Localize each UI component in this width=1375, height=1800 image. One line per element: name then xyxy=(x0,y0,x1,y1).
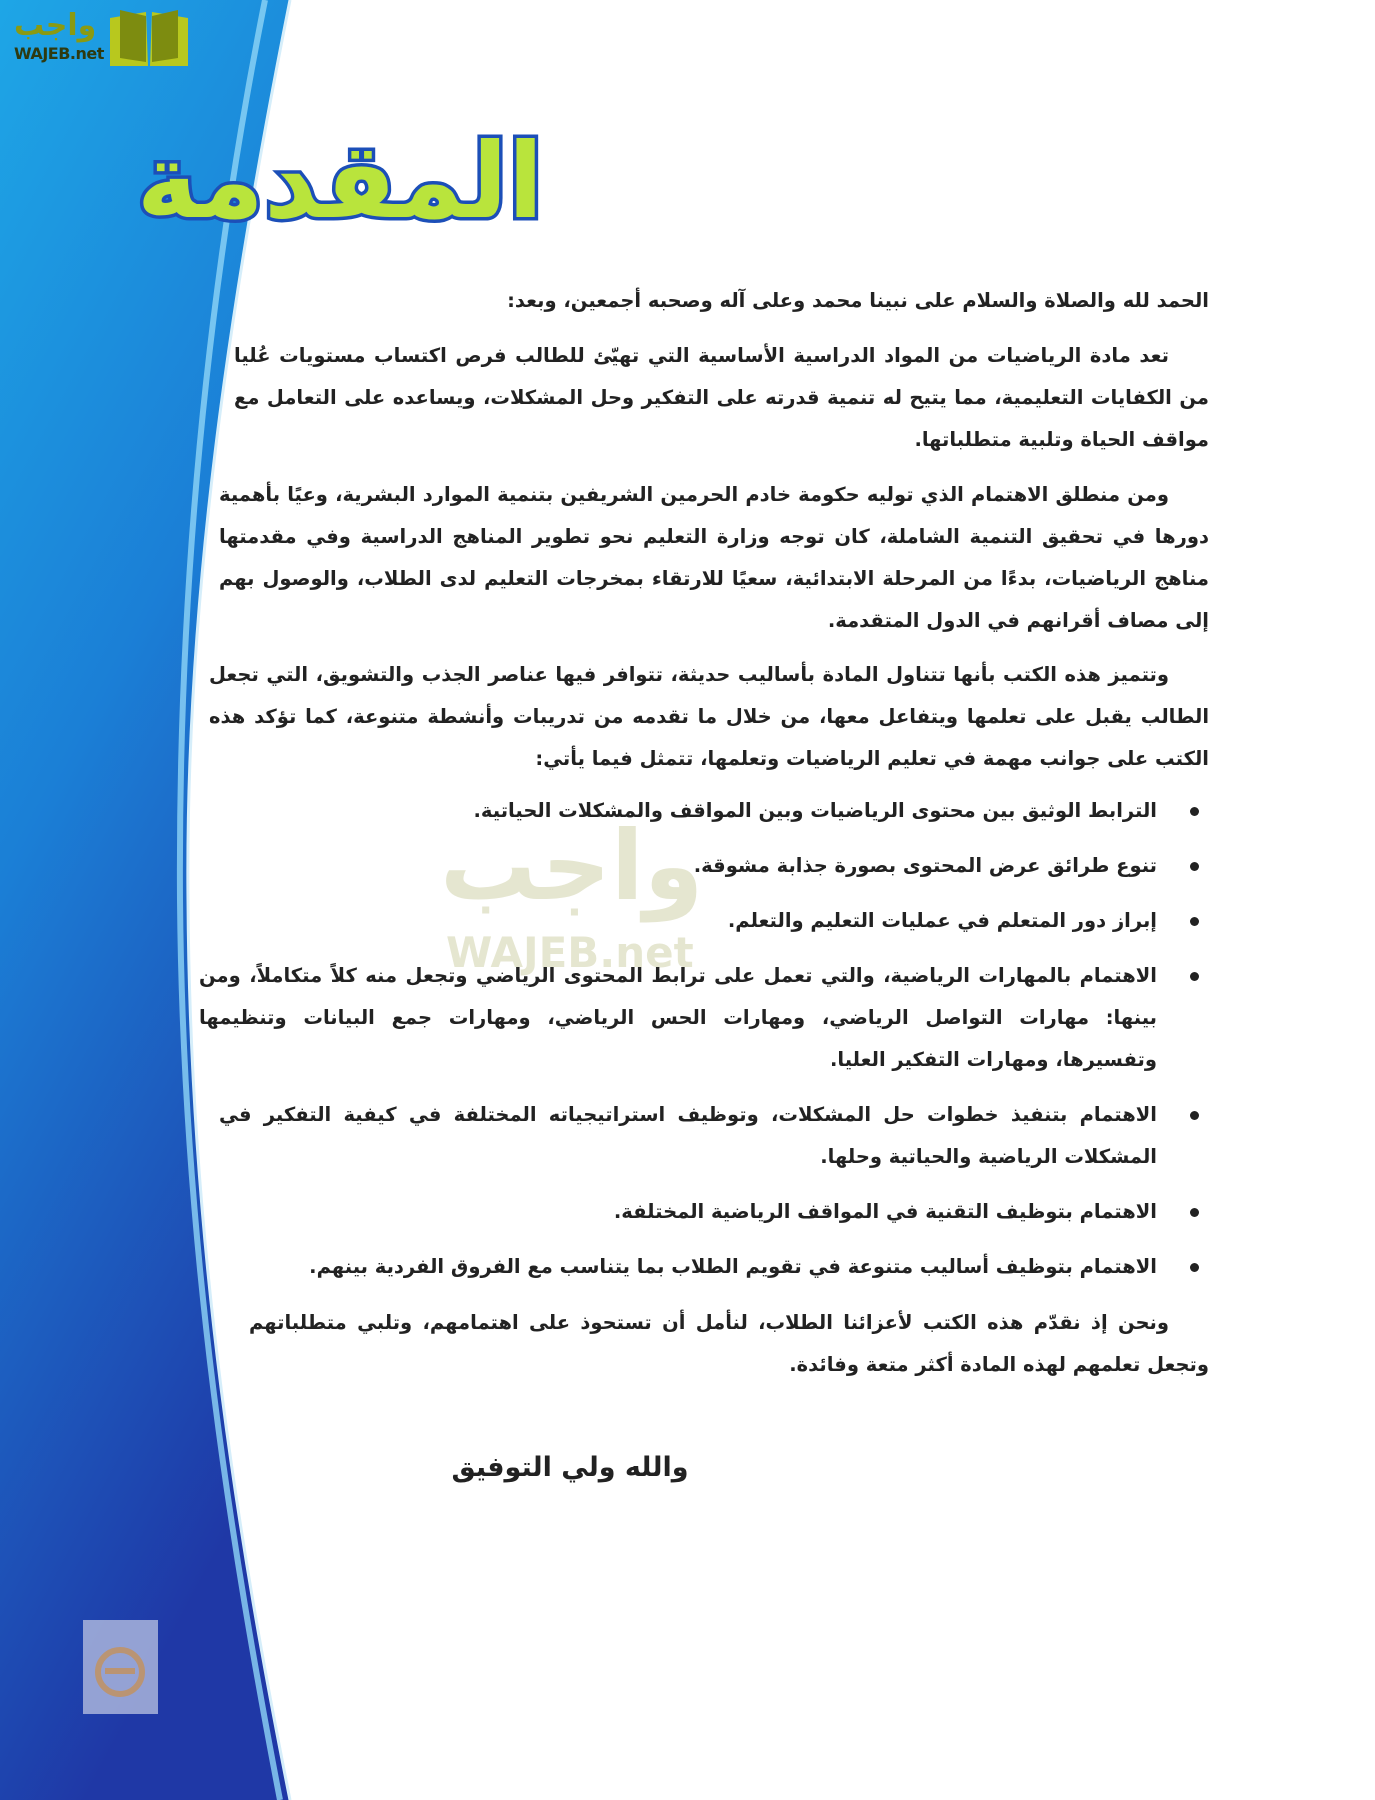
list-item: تنوع طرائق عرض المحتوى بصورة جذابة مشوقة. xyxy=(219,845,1209,887)
publisher-emblem-icon xyxy=(83,1620,158,1714)
list-item: الترابط الوثيق بين محتوى الرياضيات وبين المواقف والمشكلات الحياتية. xyxy=(219,790,1209,832)
book-icon xyxy=(108,8,190,66)
signature: والله ولي التوفيق xyxy=(451,1452,689,1483)
publisher-logo xyxy=(83,1620,158,1714)
closing-paragraph: ونحن إذ نقدّم هذه الكتب لأعزائنا الطلاب، لنأمل أن تستحوذ على اهتمامهم، وتلبي متطلباتهم وتجعل تعلمهم لهذه المادة أكثر متعة وفائدة. xyxy=(249,1311,1209,1376)
paragraph-3: وتتميز هذه الكتب بأنها تتناول المادة بأساليب حديثة، تتوافر فيها عناصر الجذب والتشويق، التي تجعل الطالب يقبل على تعلمها ويتفاعل معها، من خلال ما تقدمه من تدريبات وأنشطة متنوعة، كما تؤكد هذه الكتب على جوانب مهمة في تعليم الرياضيات وتعلمها، تتمثل فيما يأتي: xyxy=(209,663,1209,770)
list-item: الاهتمام بتوظيف التقنية في المواقف الرياضية المختلفة. xyxy=(219,1191,1209,1233)
wajeb-logo[interactable] xyxy=(8,6,193,68)
feature-list xyxy=(199,790,1209,1301)
paragraph-2: ومن منطلق الاهتمام الذي توليه حكومة خادم الحرمين الشريفين بتنمية الموارد البشرية، وعيًا بأهمية دورها في تحقيق التنمية الشاملة، كان توجه وزارة التعليم نحو تطوير المناهج الدراسية وفي مقدمتها مناهج الرياضيات، بدءًا من المرحلة الابتدائية، سعيًا للارتقاء بمخرجات التعليم لدى الطلاب، والوصول بهم إلى مصاف أقرانهم في الدول المتقدمة. xyxy=(219,483,1209,632)
svg-text:المقدمة: المقدمة xyxy=(136,125,544,242)
watermark-english: WAJEB.net xyxy=(446,928,694,977)
logo-arabic: واجب xyxy=(14,8,97,43)
list-item: الاهتمام بالمهارات الرياضية، والتي تعمل على ترابط المحتوى الرياضي وتجعل منه كلاً متكاملاً، ومن بينها: مهارات التواصل الرياضي، ومهارات الحس الرياضي، ومهارات جمع البيانات وتنظيمها وتفسيرها، ومهارات التفكير العليا. xyxy=(199,955,1209,1081)
list-item: إبراز دور المتعلم في عمليات التعليم والتعلم. xyxy=(219,900,1209,942)
watermark-arabic: واجب xyxy=(440,810,704,922)
list-item: الاهتمام بتوظيف أساليب متنوعة في تقويم الطلاب بما يتناسب مع الفروق الفردية بينهم. xyxy=(219,1246,1209,1288)
list-item: الاهتمام بتنفيذ خطوات حل المشكلات، وتوظيف استراتيجياته المختلفة في كيفية التفكير في المشكلات الرياضية والحياتية وحلها. xyxy=(219,1094,1209,1178)
paragraph-1: تعد مادة الرياضيات من المواد الدراسية الأساسية التي تهيّئ للطالب فرص اكتساب مستويات عُليا من الكفايات التعليمية، مما يتيح له تنمية قدرته على التفكير وحل المشكلات، ويساعده على التعامل مع مواقف الحياة وتلبية متطلباتها. xyxy=(234,344,1209,451)
logo-english: WAJEB.net xyxy=(14,44,104,63)
salutation: الحمد لله والصلاة والسلام على نبينا محمد وعلى آله وصحبه أجمعين، وبعد: xyxy=(507,289,1209,312)
page-title xyxy=(125,125,555,245)
